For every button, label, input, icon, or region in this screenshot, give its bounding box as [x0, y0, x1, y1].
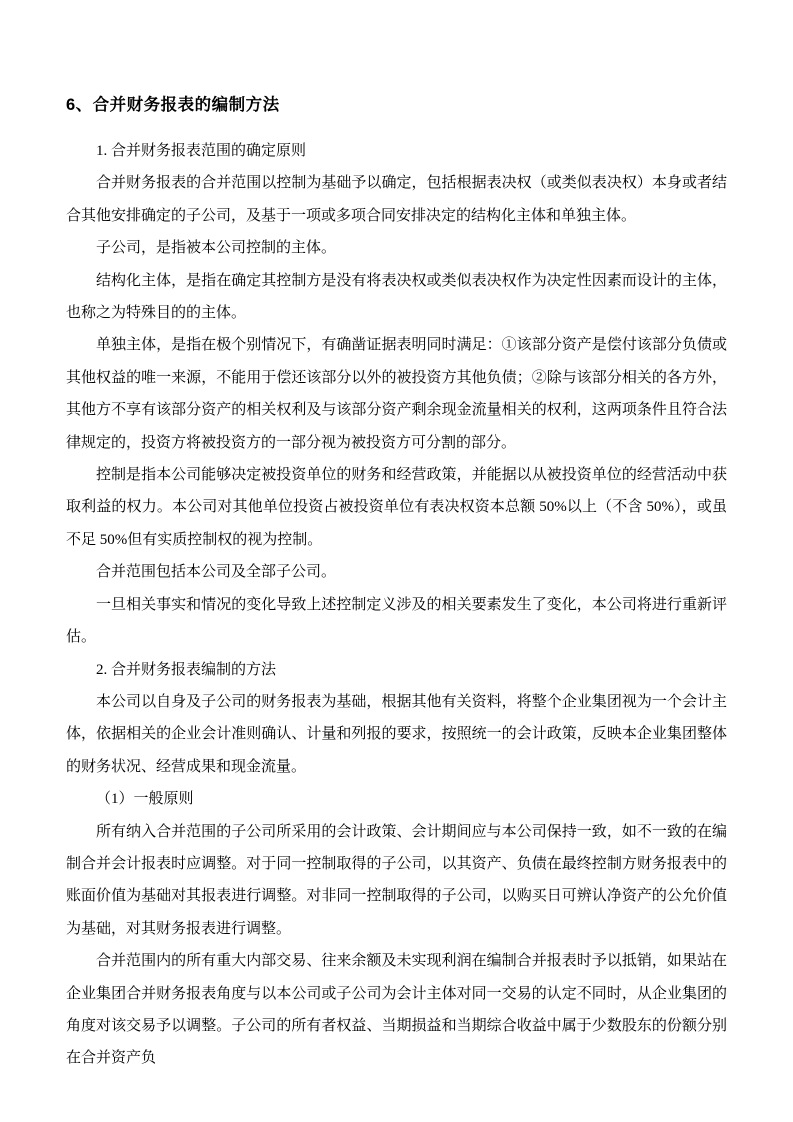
paragraph: （1）一般原则 — [96, 791, 194, 808]
paragraph: 2. 合并财务报表编制的方法 — [96, 661, 277, 678]
paragraph: 子公司，是指被本公司控制的主体。 — [96, 240, 337, 257]
paragraph: 合并范围内的所有重大内部交易、往来余额及未实现利润在编制合并报表时予以抵销，如果站在企业集团合并财务报表角度与以本公司或子公司为会计主体对同一交易的认定不同时，从企业集团的角度对该交易予以调整。子公司的所有者权益、当期损益和当期综合收益中属于少数股东的份额分别在合并资产负 — [66, 953, 727, 1067]
paragraph: 1. 合并财务报表范围的确定原则 — [96, 143, 307, 159]
paragraph: 一旦相关事实和情况的变化导致上述控制定义涉及的相关要素发生了变化，本公司将进行重新评估。 — [66, 596, 727, 646]
paragraph: 合并财务报表的合并范围以控制为基础予以确定，包括根据表决权（或类似表决权）本身或者结合其他安排确定的子公司，及基于一项或多项合同安排决定的结构化主体和单独主体。 — [66, 175, 727, 224]
section-title: 6、合并财务报表的编制方法 — [66, 96, 280, 114]
paragraph: 单独主体，是指在极个别情况下，有确凿证据表明同时满足：①该部分资产是偿付该部分负债或其他权益的唯一来源，不能用于偿还该部分以外的被投资方其他负债；②除与该部分相关的各方外，其他方不享有该部分资产的相关权利及与该部分资产剩余现金流量相关的权利，这两项条件且符合法律规定的，投资方将被投资方的一部分视为被投资方可分割的部分。 — [66, 337, 727, 451]
paragraph: 本公司以自身及子公司的财务报表为基础，根据其他有关资料，将整个企业集团视为一个会计主体，依据相关的企业会计准则确认、计量和列报的要求，按照统一的会计政策，反映本企业集团整体的财务状况、经营成果和现金流量。 — [66, 693, 727, 775]
paragraph: 控制是指本公司能够决定被投资单位的财务和经营政策，并能据以从被投资单位的经营活动中获取利益的权力。本公司对其他单位投资占被投资单位有表决权资本总额 50%以上（不含 50%），或虽不足 50%但有实质控制权的视为控制。 — [66, 467, 727, 548]
paragraph-list — [66, 135, 727, 1075]
paragraph: 合并范围包括本公司及全部子公司。 — [96, 564, 337, 581]
paragraph: 所有纳入合并范围的子公司所采用的会计政策、会计期间应与本公司保持一致，如不一致的在编制合并会计报表时应调整。对于同一控制取得的子公司，以其资产、负债在最终控制方财务报表中的账面价值为基础对其报表进行调整。对非同一控制取得的子公司，以购买日可辨认净资产的公允价值为基础，对其财务报表进行调整。 — [66, 823, 727, 937]
paragraph: 结构化主体，是指在确定其控制方是没有将表决权或类似表决权作为决定性因素而设计的主体，也称之为特殊目的的主体。 — [66, 272, 727, 322]
